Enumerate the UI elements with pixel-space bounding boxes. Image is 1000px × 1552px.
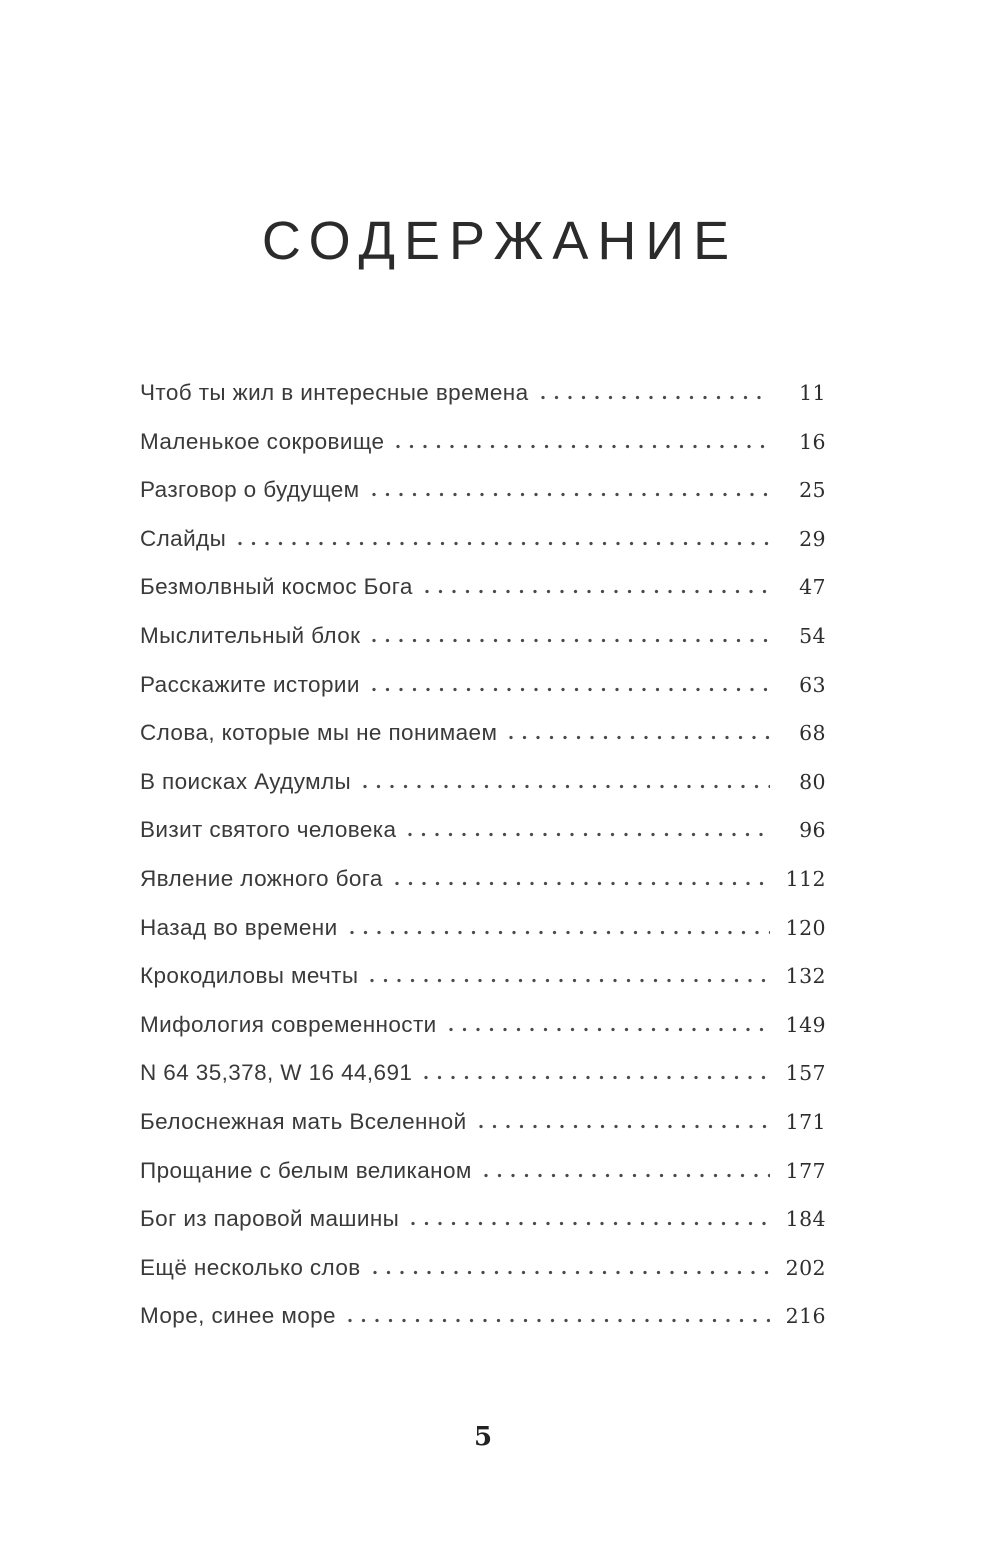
dot-leader [372, 492, 770, 497]
toc-entry [140, 1206, 826, 1255]
toc-entry-page: 216 [785, 1304, 826, 1329]
toc-entry [140, 963, 826, 1012]
dot-leader [372, 638, 770, 643]
toc-entry-label: Море, синее море [140, 1303, 336, 1329]
toc-entry-label: Назад во времени [140, 914, 338, 940]
toc-entry-label: Слова, которые мы не понимаем [140, 720, 498, 746]
toc-entry-page: 171 [785, 1109, 826, 1134]
toc-entry-label: Безмолвный космос Бога [140, 574, 413, 600]
footer-page-number: 5 [473, 1422, 493, 1452]
dot-leader [408, 832, 770, 837]
toc-entry [140, 915, 826, 964]
toc-entry [140, 1303, 826, 1352]
dot-leader [484, 1173, 770, 1178]
toc-entry [140, 866, 826, 915]
toc-entry-page: 47 [799, 575, 826, 600]
toc-entry-label: N 64 35,378, W 16 44,691 [140, 1060, 413, 1086]
toc-entry-page: 177 [785, 1158, 826, 1183]
toc-entry-label: Крокодиловы мечты [140, 963, 359, 989]
toc-entry-page: 132 [785, 964, 826, 989]
dot-leader [370, 978, 770, 983]
toc-entry-page: 68 [799, 721, 826, 746]
toc-entry-page: 80 [799, 769, 826, 794]
toc-entry-label: Ещё несколько слов [140, 1254, 361, 1280]
toc-entry-page: 16 [799, 429, 826, 454]
toc-entry [140, 1158, 826, 1207]
toc-entry [140, 817, 826, 866]
toc-entry-page: 157 [785, 1061, 826, 1086]
toc-entry-page: 120 [785, 915, 826, 940]
dot-leader [479, 1124, 770, 1129]
toc-entry [140, 1060, 826, 1109]
toc-entry-label: Белоснежная мать Вселенной [140, 1108, 467, 1134]
toc-entry-page: 54 [799, 623, 826, 648]
dot-leader [372, 687, 770, 692]
toc-entry-label: Маленькое сокровище [140, 428, 385, 454]
toc-entry-page: 202 [785, 1255, 826, 1280]
toc-entry [140, 477, 826, 526]
dot-leader [396, 444, 770, 449]
toc-entry-page: 63 [799, 672, 826, 697]
toc-entry [140, 574, 826, 623]
toc-entry-page: 96 [799, 818, 826, 843]
dot-leader [350, 930, 770, 935]
toc-entry [140, 720, 826, 769]
toc-entry-label: Визит святого человека [140, 817, 397, 843]
toc-entry-page: 149 [785, 1012, 826, 1037]
dot-leader [424, 1075, 770, 1080]
toc-entry-page: 184 [785, 1207, 826, 1232]
dot-leader [373, 1270, 770, 1275]
dot-leader [395, 881, 770, 886]
toc-entry-label: Расскажите истории [140, 671, 360, 697]
dot-leader [411, 1221, 770, 1226]
contents-title: СОДЕРЖАНИЕ [261, 211, 739, 271]
dot-leader [348, 1318, 770, 1323]
dot-leader [238, 541, 770, 546]
toc-entry [140, 526, 826, 575]
toc-entry [140, 769, 826, 818]
toc-entry-label: Чтоб ты жил в интересные времена [140, 380, 529, 405]
dot-leader [509, 735, 770, 740]
toc-entry-label: Разговор о будущем [140, 477, 360, 503]
toc-entry [140, 1255, 826, 1304]
toc-entry [140, 429, 826, 478]
toc-entry-page: 25 [799, 478, 826, 503]
toc-entry-label: Слайды [140, 525, 227, 551]
dot-leader [425, 589, 770, 594]
toc-entry-page: 29 [799, 526, 826, 551]
toc-list [140, 380, 826, 1352]
dot-leader [541, 395, 770, 400]
toc-entry [140, 1012, 826, 1061]
toc-entry-label: Прощание с белым великаном [140, 1157, 472, 1183]
toc-entry [140, 672, 826, 721]
toc-entry-label: Бог из паровой машины [140, 1206, 400, 1232]
toc-entry-label: Мыслительный блок [140, 622, 361, 648]
toc-entry [140, 380, 826, 429]
toc-entry-page: 11 [799, 381, 826, 405]
toc-entry [140, 623, 826, 672]
toc-entry-label: В поисках Аудумлы [140, 768, 352, 794]
dot-leader [363, 784, 770, 789]
toc-entry [140, 1109, 826, 1158]
dot-leader [449, 1027, 770, 1032]
toc-entry-label: Мифология современности [140, 1011, 437, 1037]
toc-entry-label: Явление ложного бога [140, 865, 383, 891]
toc-entry-page: 112 [785, 866, 826, 891]
